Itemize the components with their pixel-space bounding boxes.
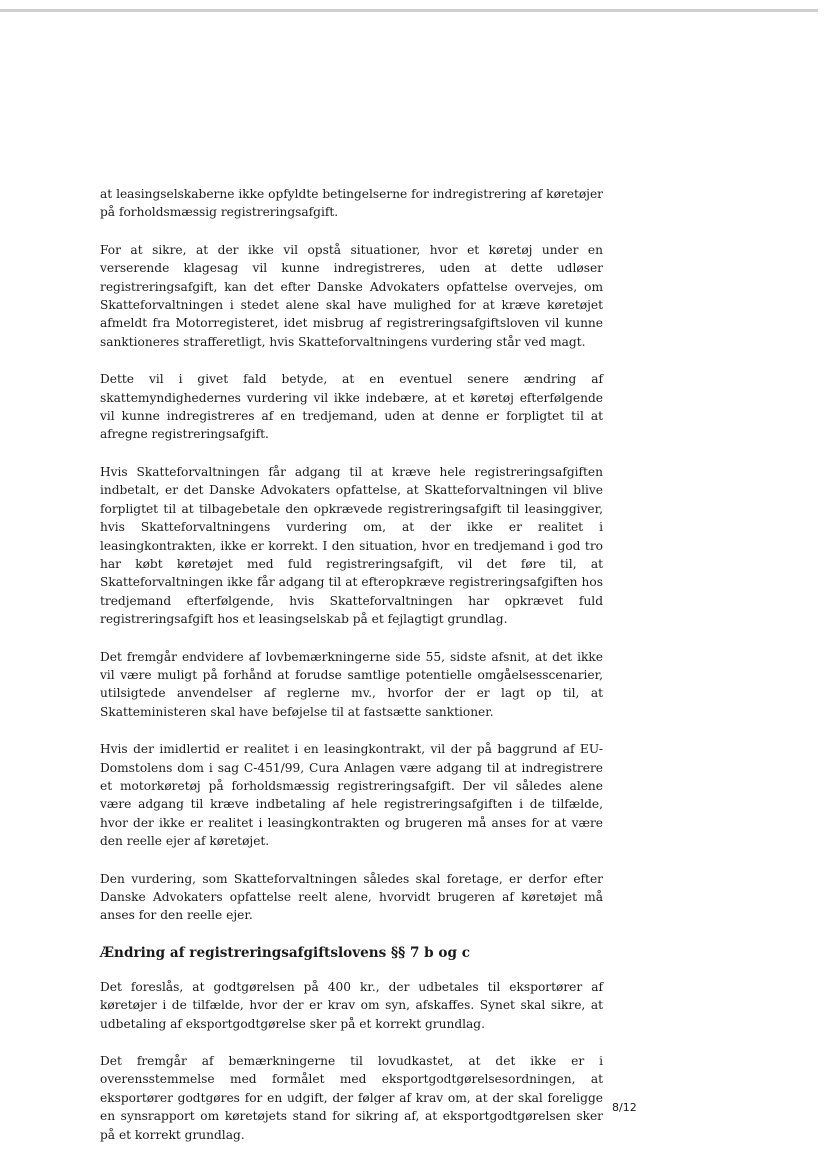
- paragraph-2: For at sikre, at der ikke vil opstå situationer, hvor et køretøj under en verserende klagesag vil kunne indregistreres, uden at dette udløser registreringsafgift, kan det efter Danske Advokaters opfattelse overvejes, om Skatteforvaltningen i stedet alene skal have mulighed for at kræve køretøjet afmeldt fra Motorregisteret, idet misbrug af registreringsafgiftsloven vil kunne sanktioneres strafferetligt, hvis Skatteforvaltningens vurdering står ved magt.: [100, 242, 603, 349]
- paragraph-6: Hvis der imidlertid er realitet i en leasingkontrakt, vil der på baggrund af EU-Domstolens dom i sag C-451/99, Cura Anlagen være adgang til at indregistrere et motorkøretøj på forholdsmæssig registreringsafgift. Der vil således alene være adgang til kræve indbetaling af hele registreringsafgiften i de tilfælde, hvor der ikke er realitet i leasingkontrakten og brugeren må anses for at være den reelle ejer af køretøjet.: [100, 742, 603, 849]
- paragraph-9: Det fremgår af bemærkningerne til lovudkastet, at det ikke er i overensstemmelse med formålet med eksportgodtgørelsesordningen, at eksportører godtgøres for en udgift, der følger af krav om, at der skal foreligge en synsrapport om køretøjets stand for sikring af, at eksportgodtgørelsen sker på et korrekt grundlag.: [100, 1054, 603, 1142]
- paragraph-7: Den vurdering, som Skatteforvaltningen således skal foretage, er derfor efter Danske Advokaters opfattelse reelt alene, hvorvidt brugeren af køretøjet må anses for den reelle ejer.: [100, 871, 603, 923]
- document-body: [100, 185, 603, 1163]
- paragraph-1: at leasingselskaberne ikke opfyldte betingelserne for indregistrering af køretøjer på forholdsmæssig registreringsafgift.: [100, 187, 603, 220]
- section-heading: Ændring af registreringsafgiftslovens §§ 7 b og c: [100, 944, 470, 961]
- scan-edge: [0, 9, 818, 12]
- paragraph-5: Det fremgår endvidere af lovbemærkningerne side 55, sidste afsnit, at det ikke vil være muligt på forhånd at forudse samtlige potentielle omgåelsesscenarier, utilsigtede anvendelser af reglerne mv., hvorfor der er lagt op til, at Skatteministeren skal have beføjelse til at fastsætte sanktioner.: [100, 649, 603, 719]
- paragraph-4: Hvis Skatteforvaltningen får adgang til at kræve hele registreringsafgiften indbetalt, er det Danske Advokaters opfattelse, at Skatteforvaltningen vil blive forpligtet til at tilbagebetale den opkrævede registreringsafgift til leasinggiver, hvis Skatteforvaltningens vurdering om, at der ikke er realitet i leasingkontrakten, ikke er korrekt. I den situation, hvor en tredjemand i god tro har købt køretøjet med fuld registreringsafgift, vil det føre til, at Skatteforvaltningen ikke får adgang til at efteropkræve registreringsafgiften hos tredjemand efterfølgende, hvis Skatteforvaltningen har opkrævet fuld registreringsafgift hos et leasingselskab på et fejlagtigt grundlag.: [100, 464, 603, 627]
- paragraph-3: Dette vil i givet fald betyde, at en eventuel senere ændring af skattemyndighedernes vurdering vil ikke indebære, at et køretøj efterfølgende vil kunne indregistreres af en tredjemand, uden at denne er forpligtet til at afregne registreringsafgift.: [100, 372, 603, 442]
- page-number: 8/12: [612, 1101, 637, 1114]
- paragraph-8: Det foreslås, at godtgørelsen på 400 kr., der udbetales til eksportører af køretøjer i de tilfælde, hvor der er krav om syn, afskaffes. Synet skal sikre, at udbetaling af eksportgodtgørelse sker på et korrekt grundlag.: [100, 979, 603, 1031]
